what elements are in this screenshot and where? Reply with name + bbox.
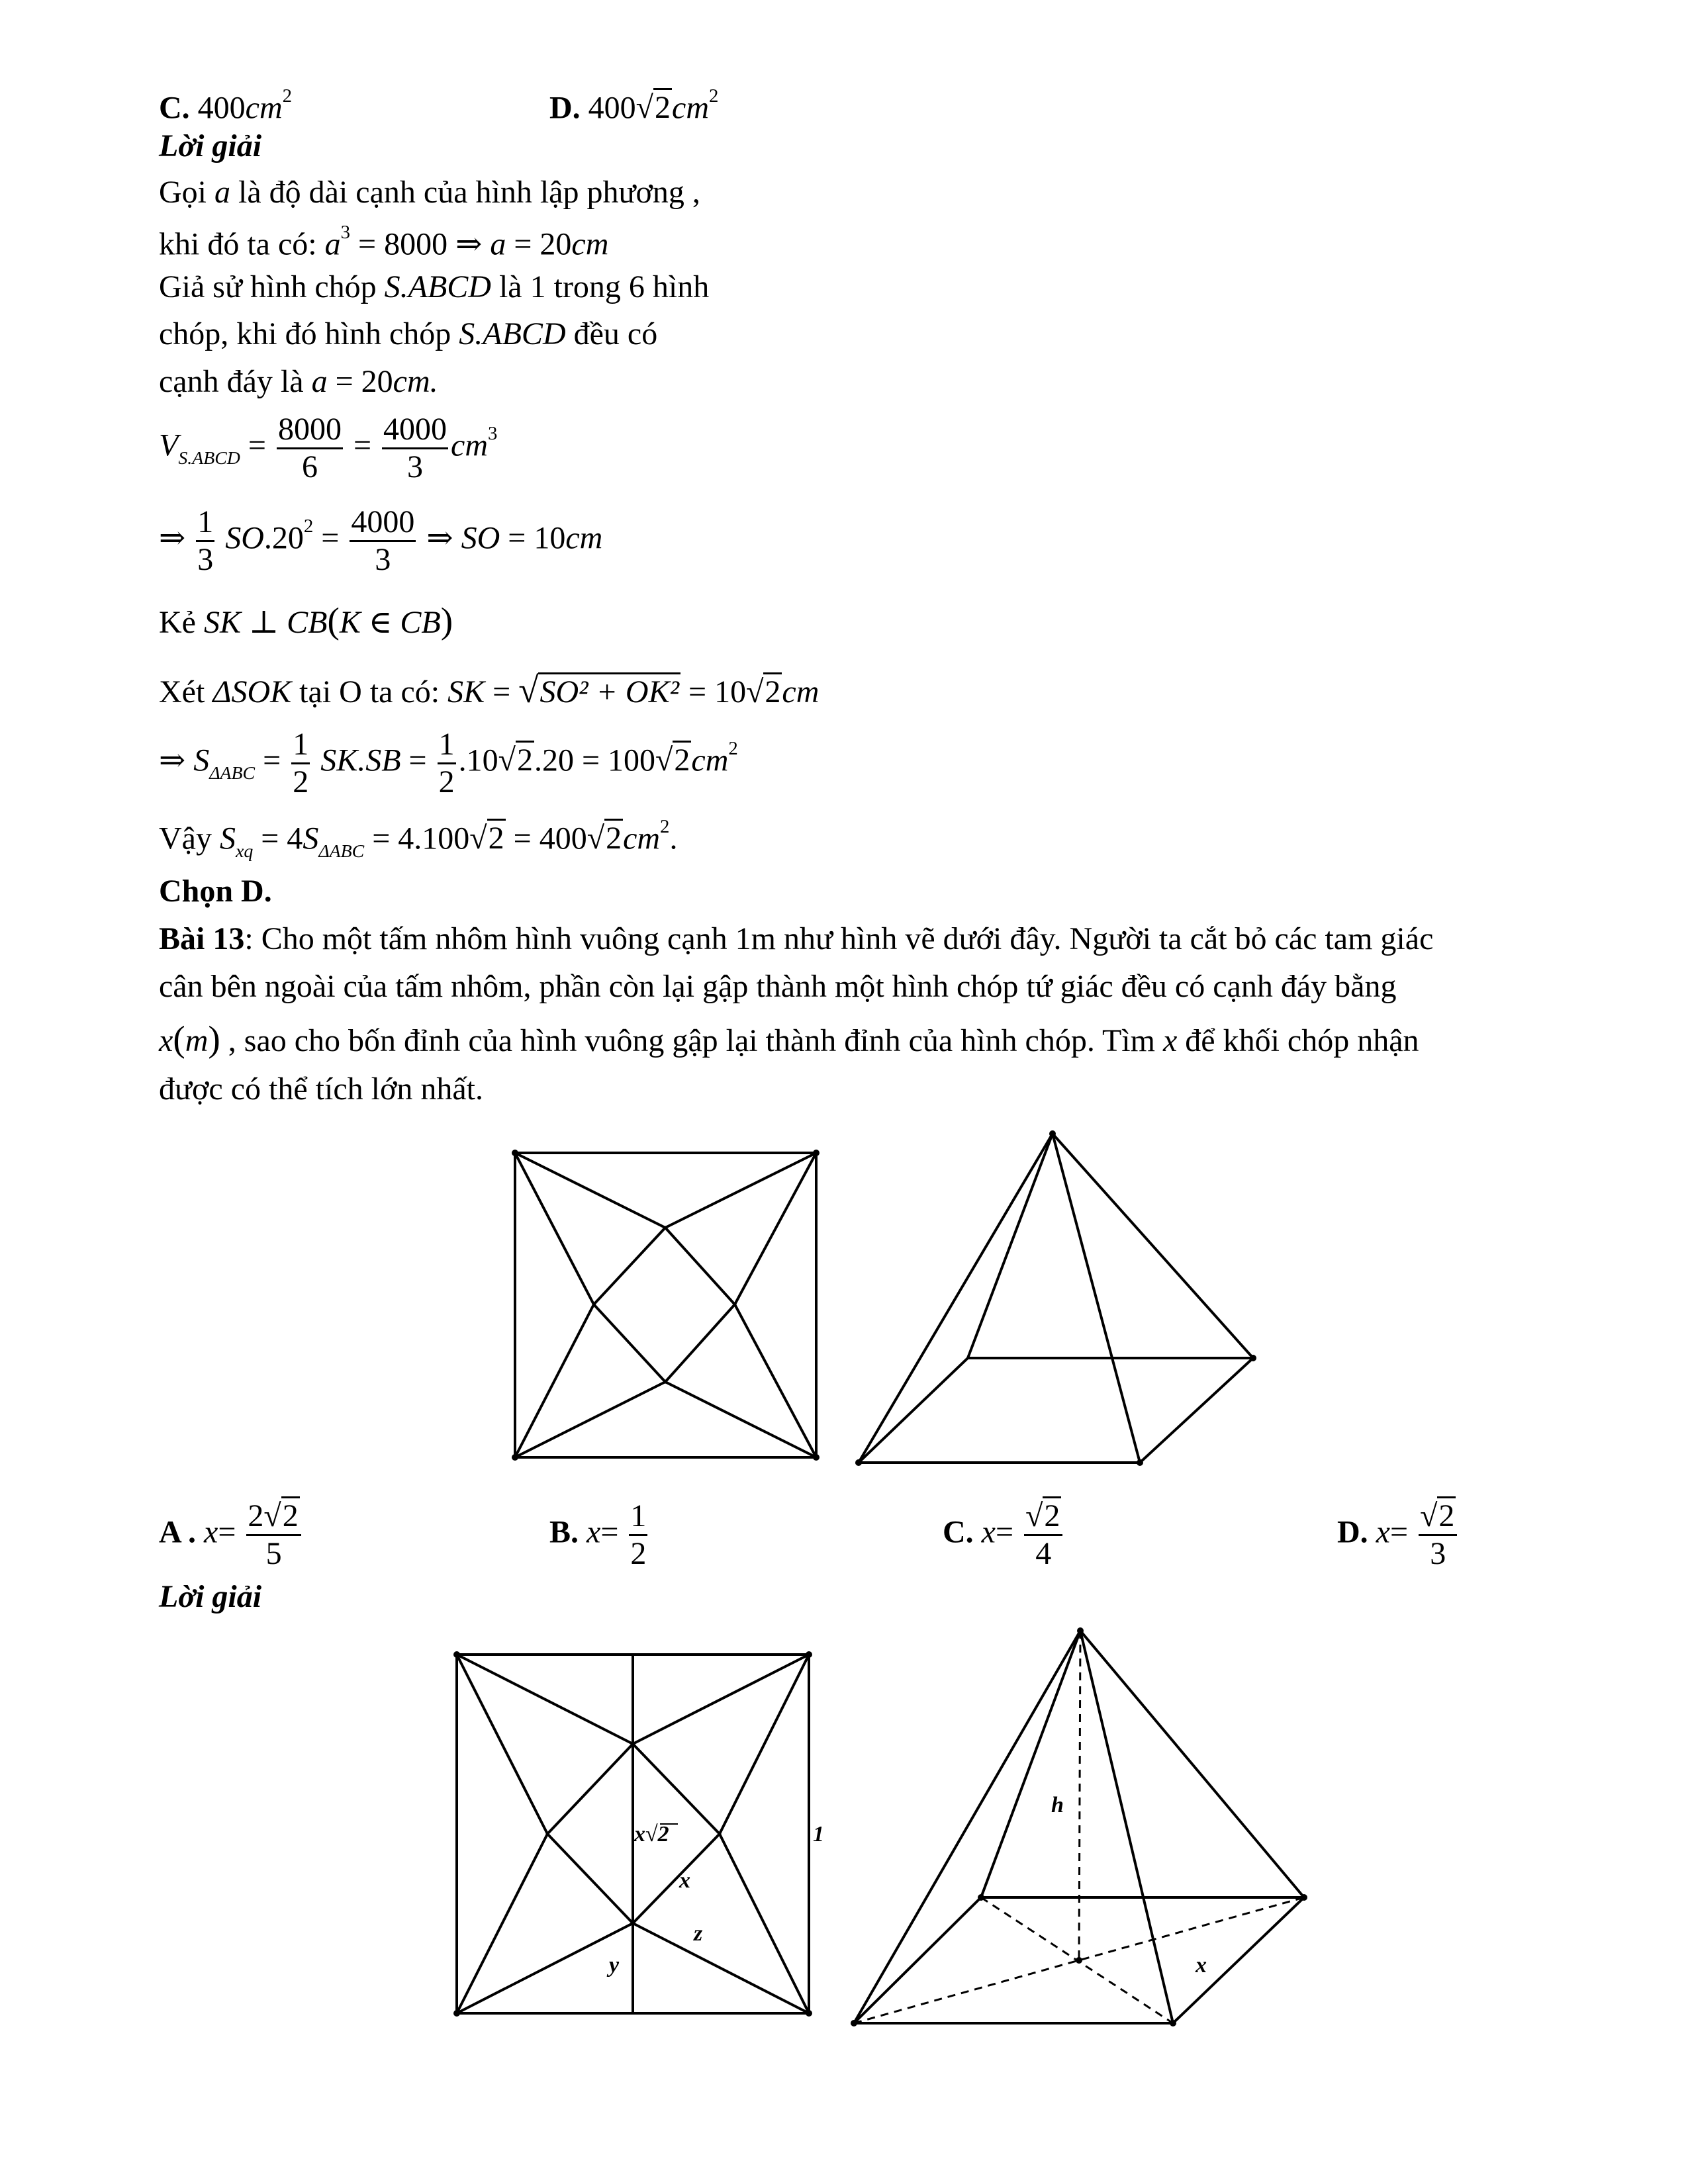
numerator: 4000 [350, 504, 416, 542]
math: S.ABCD [384, 269, 491, 304]
vay-line: Vậy $S_{xq} = 4S_{\Delta ABC} = 4.100√2 = 400√2cm^2$. [159, 816, 678, 862]
math-var: x [204, 1514, 218, 1550]
text: : Cho một tấm nhôm hình vuông cạnh 1m như hình vẽ dưới đây. Người ta cắt bỏ các tam giác [244, 921, 1434, 956]
text: Xét [159, 674, 205, 709]
math-unit: cm [451, 428, 488, 463]
math: ⊥ [248, 605, 279, 640]
subscript: S.ABCD [178, 447, 240, 469]
solution-pyramid-figure [841, 1618, 1324, 2038]
prev-line-4 [159, 315, 657, 353]
math: SK.SB [320, 743, 401, 778]
pyramid-edge [1080, 1631, 1173, 2023]
ke-line [159, 599, 453, 643]
text: là 1 trong 6 hình [498, 269, 710, 304]
math: SK [447, 674, 485, 709]
math: CB [400, 605, 441, 640]
cut-line [457, 1655, 633, 1744]
text: để khối chóp nhận [1185, 1023, 1419, 1058]
math: = 4.100 [372, 821, 470, 856]
math: ( [327, 600, 340, 641]
option-value: 400 [197, 90, 246, 126]
math: ∈ [368, 605, 393, 640]
option-value: 400 [588, 90, 636, 126]
math: S.ABCD [459, 316, 566, 351]
option-label: A [159, 1514, 181, 1550]
math: K [339, 605, 361, 640]
math-var: a [324, 226, 341, 262]
so-formula: ⇒ $\frac{1}{3}$ $SO.20^2$ = $\frac{4000}{3}$ ⇒ SO = 10cm [159, 504, 603, 577]
math-unit: cm [565, 520, 603, 556]
option-c [943, 1498, 1065, 1572]
math: = [218, 1514, 236, 1550]
fraction: $\frac{√2}{3}$ [1419, 1498, 1457, 1572]
denominator: 3 [1430, 1535, 1446, 1571]
math: = [248, 428, 266, 463]
option-b [549, 1498, 650, 1572]
denominator: 2 [293, 764, 309, 799]
pyramid-base [859, 1358, 1253, 1463]
cut-line [665, 1153, 816, 1228]
math: ) [440, 600, 453, 641]
prev-line-2: khi đó ta có: $a^3 = 8000$ ⇒ a = 20cm [159, 222, 609, 262]
solution-sheet-lines [457, 1655, 809, 2013]
fraction: $\frac{2√2}{5}$ [246, 1498, 301, 1572]
math: ΔSOK [212, 674, 292, 709]
pyramid-edge [981, 1631, 1080, 1897]
math: = 20 [335, 364, 393, 399]
math-unit: cm [623, 821, 661, 856]
cut-line [720, 1655, 809, 1834]
text: cạnh đáy là [159, 364, 304, 399]
problem-13-line-4: được có thể tích lớn nhất. [159, 1071, 483, 1107]
math: SO [461, 520, 500, 556]
math: .20 = 100 [534, 743, 656, 778]
math: = 4 [261, 821, 303, 856]
vertex-dots [512, 1150, 820, 1461]
subscript: ΔABC [318, 841, 365, 862]
math: = 10 [508, 520, 566, 556]
radicand: 2 [653, 88, 672, 125]
option-label: D. [1337, 1514, 1368, 1550]
denominator: 2 [630, 1535, 647, 1571]
figure-labels [606, 1822, 824, 1978]
math: . [669, 821, 678, 856]
math: SK [203, 605, 241, 640]
math: = [492, 674, 511, 709]
option-d [1337, 1498, 1460, 1572]
option-label: B. [549, 1514, 579, 1550]
math-var: x [981, 1514, 996, 1550]
math: ⇒ [159, 520, 186, 556]
math-var: a [214, 175, 230, 210]
math-unit: cm [782, 674, 820, 709]
math: CB [287, 605, 328, 640]
math-var: x [1376, 1514, 1390, 1550]
math-var: m [185, 1023, 209, 1058]
text: đều có [573, 316, 658, 351]
pyramid-edge [1080, 1631, 1304, 1897]
numerator: 1 [438, 727, 456, 764]
cut-line [665, 1382, 816, 1457]
math: = [263, 743, 281, 778]
math: SO [225, 520, 264, 556]
problem-13-line-1 [159, 920, 1433, 958]
prev-solution-heading: Lời giải [159, 128, 262, 163]
fraction [291, 727, 310, 800]
cut-line [633, 1655, 809, 1744]
denominator: 3 [375, 541, 391, 577]
text: Giả sử hình chóp [159, 269, 377, 304]
cut-line [515, 1153, 665, 1228]
denominator: 6 [301, 449, 318, 484]
text: tại O ta có: [299, 674, 440, 709]
radicand: SO² + OK² [538, 672, 680, 709]
cut-line [457, 1834, 547, 2013]
prev-line-5 [159, 363, 438, 401]
math-unit: cm [691, 743, 729, 778]
square-sheet-figure [503, 1138, 821, 1469]
math: = [353, 428, 372, 463]
radicand: 2 [763, 672, 782, 709]
subscript: xq [235, 841, 254, 862]
math: = 10 [688, 674, 747, 709]
label-y: y [609, 1953, 620, 1978]
math-var: x [1162, 1023, 1178, 1058]
numerator: 4000 [382, 412, 448, 449]
option-unit: cm [245, 90, 283, 126]
numerator: 1 [291, 727, 310, 764]
solution-square-figure [444, 1641, 854, 2038]
problem-13-line-3 [159, 1017, 1419, 1061]
math-unit: cm. [393, 364, 438, 399]
text: khi đó ta có: [159, 226, 317, 262]
math-var: x [586, 1514, 601, 1550]
cut-line [457, 1923, 633, 2013]
sheet-lines [515, 1153, 816, 1457]
pyramid-edge [968, 1134, 1053, 1358]
fraction [382, 412, 448, 485]
text: , sao cho bốn đỉnh của hình vuông gập lại thành đỉnh của hình chóp. Tìm [228, 1023, 1155, 1058]
radicand: 2 [487, 819, 506, 856]
subscript: ΔABC [209, 762, 256, 784]
option-a [159, 1498, 304, 1572]
math-var: S [219, 821, 236, 856]
cut-line [515, 1153, 594, 1304]
label-x-sqrt2: x√2 [634, 1822, 669, 1846]
prev-option-c: C. $400cm^2$ [159, 85, 293, 126]
choose-answer: Chọn D. [159, 874, 272, 909]
pyramid-figure [847, 1125, 1271, 1482]
label-z: z [694, 1921, 703, 1946]
option-label: D. [549, 90, 581, 126]
problem-13-solution-heading: Lời giải [159, 1579, 262, 1614]
numerator: 1 [196, 504, 214, 542]
figure-labels [1051, 1793, 1207, 1978]
math-unit: cm [571, 226, 609, 262]
math-var: S [193, 743, 210, 778]
math: .10 [458, 743, 498, 778]
fraction [438, 727, 456, 800]
hidden-lines [854, 1631, 1304, 2023]
cut-line [633, 1923, 809, 2013]
math-var: a [490, 226, 506, 262]
option-label: . [180, 1514, 197, 1550]
cut-line [515, 1304, 594, 1457]
math: ⇒ [159, 743, 186, 778]
denominator: 3 [197, 541, 214, 577]
prev-line-3 [159, 268, 709, 306]
math-var: x [159, 1023, 173, 1058]
cut-line [735, 1153, 816, 1304]
numerator: 1 [629, 1498, 647, 1536]
text: là độ dài cạnh của hình lập phương , [238, 175, 700, 210]
vertex-dots [855, 1130, 1256, 1466]
radicand: 2 [673, 741, 691, 778]
math: = [1389, 1514, 1409, 1550]
math: ( [173, 1019, 185, 1059]
label-side-one: 1 [813, 1822, 824, 1846]
radicand: 2 [516, 741, 534, 778]
math: ⇒ [426, 520, 453, 556]
option-label: C. [943, 1514, 974, 1550]
area-formula: ⇒ $S_{\Delta ABC}$ = $\frac{1}{2}$ SK.SB = $\frac{1}{2}$ $.10√2.20 = 100√2cm^2$ [159, 727, 738, 799]
math-var: a [311, 364, 328, 399]
text: Kẻ [159, 605, 196, 640]
math: = 8000 ⇒ [358, 226, 483, 262]
fraction: $\frac{√2}{4}$ [1024, 1498, 1062, 1572]
denominator: 3 [407, 449, 424, 484]
text: chóp, khi đó hình chóp [159, 316, 451, 351]
radicand: 2 [281, 1496, 300, 1533]
math: = 400 [513, 821, 587, 856]
cut-line [720, 1834, 809, 2013]
math: .20 [263, 520, 304, 556]
prev-option-d: D. $400√2cm^2$ [549, 85, 719, 126]
math: = [408, 743, 427, 778]
pyramid-lines [859, 1134, 1253, 1463]
volume-formula: $V_{S.ABCD}$ = $\frac{8000}{6}$ = $\frac{4000}{3}$ $cm^3$ [159, 412, 498, 484]
math: ) [208, 1019, 220, 1059]
cut-line [515, 1382, 665, 1457]
denominator: 2 [438, 764, 455, 799]
label-x-base: x [1196, 1953, 1207, 1978]
label-h: h [1051, 1793, 1064, 1817]
numerator: 8000 [277, 412, 343, 449]
cut-line [735, 1304, 816, 1457]
text: Vậy [159, 821, 212, 856]
prev-line-1 [159, 173, 700, 212]
math: = [321, 520, 340, 556]
problem-label: Bài 13 [159, 921, 245, 956]
pyramid-edge [854, 1631, 1080, 2023]
math: = [995, 1514, 1014, 1550]
math: = [600, 1514, 619, 1550]
denominator: 5 [265, 1535, 282, 1571]
pyramid-edge [859, 1134, 1053, 1463]
option-label: C. [159, 90, 190, 126]
fraction [196, 504, 214, 578]
xet-line: Xét ΔSOK tại O ta có: SK = √SO² + OK² = 10√2cm [159, 670, 820, 710]
math-var: V [159, 428, 179, 463]
problem-13-line-2: cân bên ngoài của tấm nhôm, phần còn lại gập thành một hình chóp tứ giác đều có cạnh đáy bằng [159, 969, 1397, 1004]
denominator: 4 [1035, 1535, 1052, 1571]
inner-base-square [594, 1228, 735, 1382]
numerator: 2 [248, 1498, 264, 1533]
fraction [629, 1498, 647, 1572]
radicand: 2 [604, 819, 623, 856]
radicand: 2 [1437, 1496, 1456, 1533]
fraction [277, 412, 343, 485]
cut-line [457, 1655, 547, 1834]
radicand: 2 [1043, 1496, 1061, 1533]
text: Gọi [159, 175, 207, 210]
fraction [350, 504, 416, 578]
height-line [1079, 1631, 1080, 1960]
sheet-square [515, 1153, 816, 1457]
math-var: S [303, 821, 319, 856]
option-unit: cm [672, 90, 709, 126]
math: = 20 [514, 226, 572, 262]
label-x: x [679, 1868, 690, 1893]
